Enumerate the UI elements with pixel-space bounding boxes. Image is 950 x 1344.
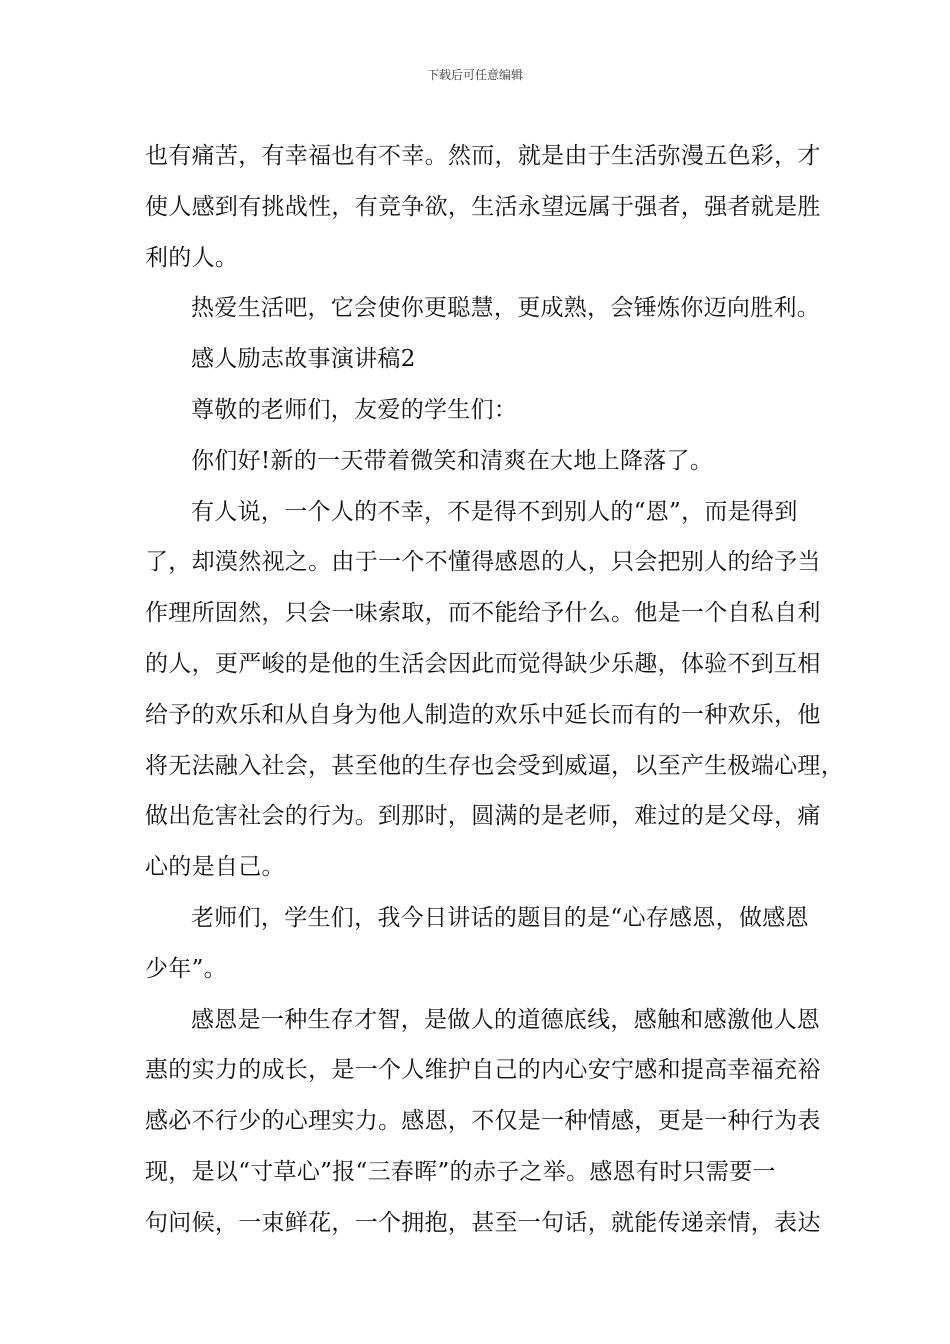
page-header: 下载后可任意编辑 [426, 68, 523, 82]
text-line: 感恩是一种生存才智，是做人的道德底线，感触和感激他人恩 [191, 1006, 821, 1033]
text-line: 也有痛苦，有幸福也有不幸。然而，就是由于生活弥漫五色彩，才 [145, 143, 821, 169]
text-line: 使人感到有挑战性，有竞争欲，生活永望远属于强者，强者就是胜 [145, 193, 821, 220]
text-line: 句问候，一束鲜花，一个拥抱，甚至一句话，就能传递亲情，表达 [145, 1209, 821, 1236]
text-line: 的人，更严峻的是他的生活会因此而觉得缺少乐趣，体验不到互相 [145, 650, 821, 677]
text-line: 将无法融入社会，甚至他的生存也会受到威逼，以至产生极端心理， [145, 752, 844, 779]
text-line: 现，是以“寸草心”报“三春晖”的赤子之举。感恩有时只需要一 [145, 1158, 776, 1185]
text-line: 老师们，学生们，我今日讲话的题目的是“心存感恩，做感恩 [191, 904, 809, 931]
text-line: 做出危害社会的行为。到那时，圆满的是老师，难过的是父母，痛 [145, 803, 821, 830]
text-line: 作理所固然，只会一味索取，而不能给予什么。他是一个自私自利 [145, 600, 821, 627]
section-title: 感人励志故事演讲稿2 [191, 346, 416, 373]
salutation: 尊敬的老师们，友爱的学生们： [191, 396, 518, 423]
text-line: 利的人。 [145, 244, 239, 271]
text-line: 少年”。 [145, 955, 227, 982]
text-line: 惠的实力的成长，是一个人维护自己的内心安宁感和提高幸福充裕 [145, 1057, 821, 1084]
text-line: 心的是自己。 [145, 854, 285, 881]
text-line: 感必不行少的心理实力。感恩，不仅是一种情感，更是一种行为表 [145, 1108, 821, 1135]
text-line: 你们好!新的一天带着微笑和清爽在大地上降落了。 [191, 447, 714, 474]
text-line: 有人说，一个人的不幸，不是得不到别人的“恩”，而是得到 [191, 498, 798, 525]
text-line: 热爱生活吧，它会使你更聪慧，更成熟，会锤炼你迈向胜利。 [191, 295, 821, 322]
text-line: 了，却漠然视之。由于一个不懂得感恩的人，只会把别人的给予当 [145, 549, 821, 576]
document-body [145, 131, 844, 1249]
text-line: 给予的欢乐和从自身为他人制造的欢乐中延长而有的一种欢乐，他 [145, 701, 821, 728]
